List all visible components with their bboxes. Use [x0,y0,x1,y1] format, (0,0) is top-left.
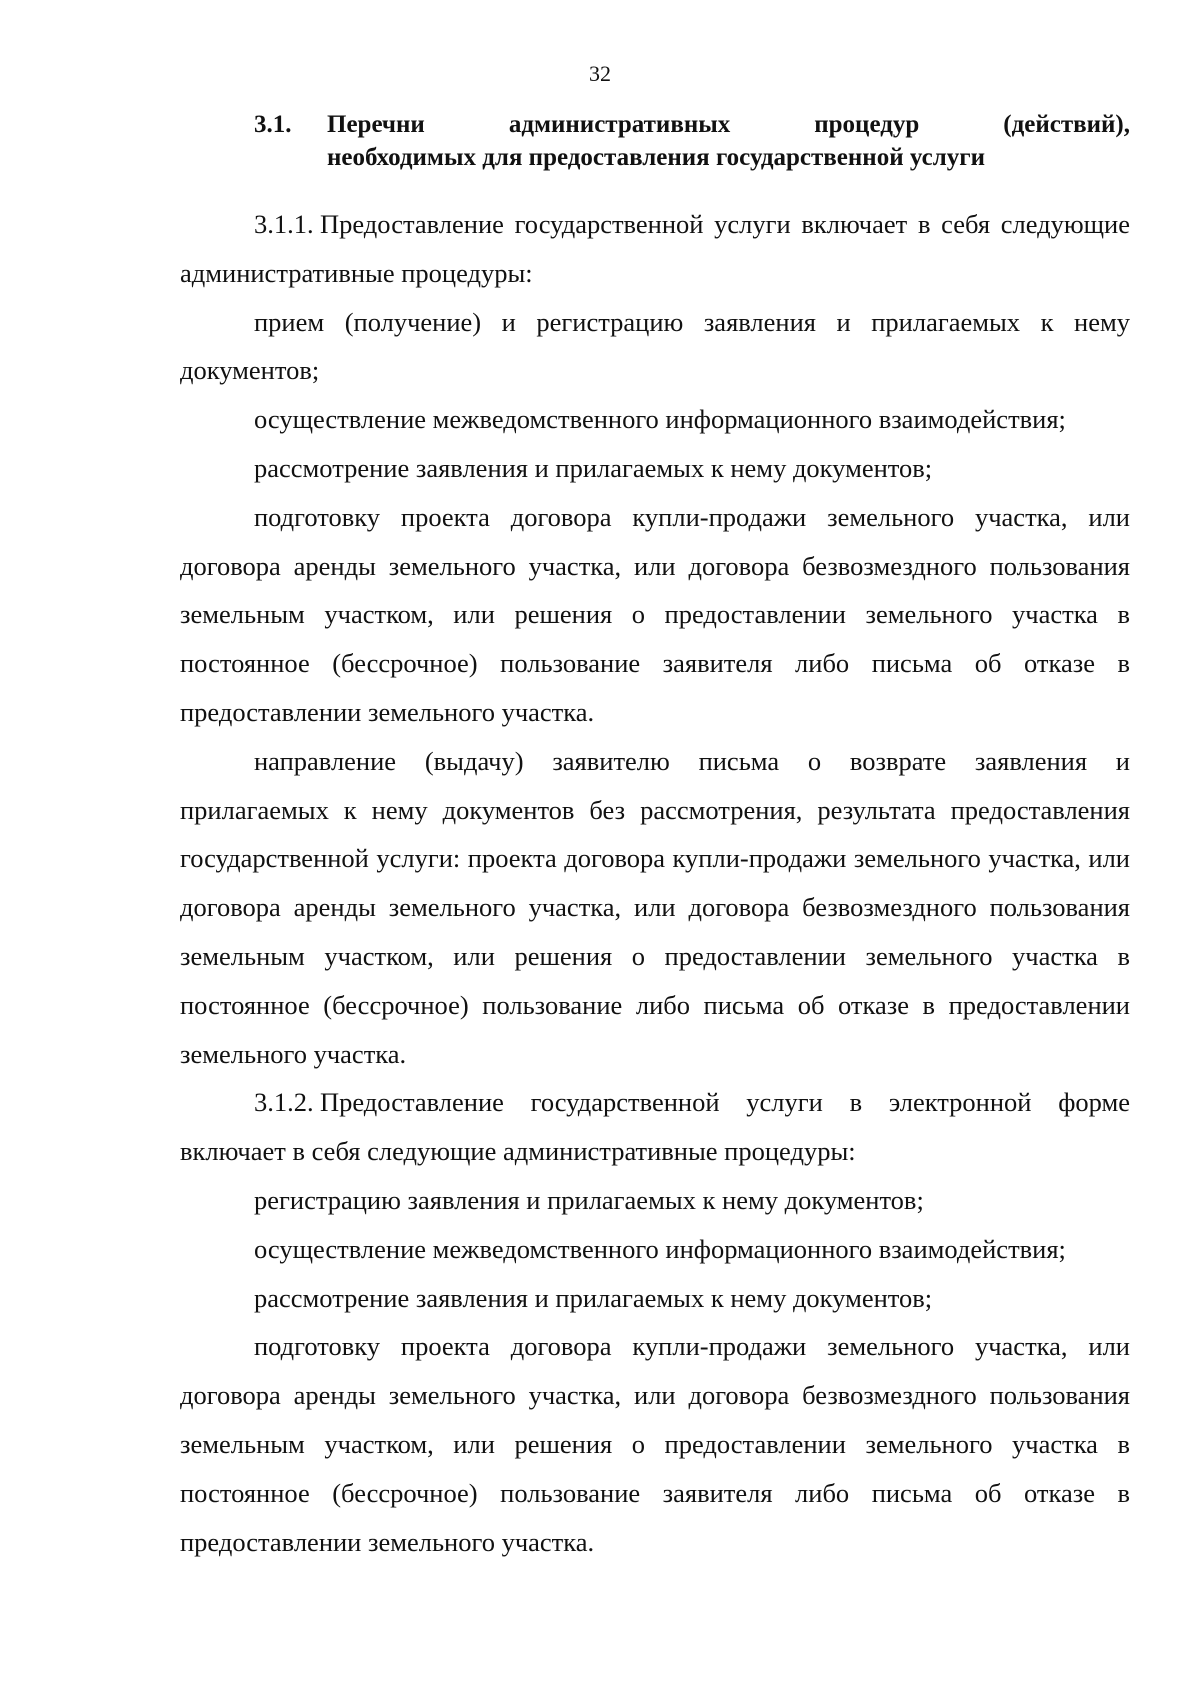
paragraph [180,493,1130,737]
paragraph [180,1225,1130,1274]
paragraph-text: рассмотрение заявления и прилагаемых к нему документов; [254,1282,933,1313]
body-text [180,200,1130,1566]
heading-word: процедур [814,111,920,138]
page-number: 32 [589,61,611,86]
paragraph-text: прием (получение) и регистрацию заявления и прилагаемых к нему документов; [180,306,1130,386]
paragraph-text: Предоставление государственной услуги в электронной форме включает в себя следующие административные процедуры: [180,1087,1130,1167]
paragraph-text: направление (выдачу) заявителю письма о возврате заявления и прилагаемых к нему документов без рассмотрения, результата предоставления государственной услуги: проекта договора купли-продажи земельного участка, или договора аренды земельного участка, или договора безвозмездного пользования земельным участком, или решения о предоставлении земельного участка в постоянное (бессрочное) пользование либо письма об отказе в предоставлении земельного участка. [180,745,1130,1069]
paragraph-text: подготовку проекта договора купли-продажи земельного участка, или договора аренды земельного участка, или договора безвозмездного пользования земельным участком, или решения о предоставлении земельного участка в постоянное (бессрочное) пользование заявителя либо письма об отказе в предоставлении земельного участка. [180,1331,1130,1557]
paragraph-text: подготовку проекта договора купли-продажи земельного участка, или договора аренды земельного участка, или договора безвозмездного пользования земельным участком, или решения о предоставлении земельного участка в постоянное (бессрочное) пользование заявителя либо письма об отказе в предоставлении земельного участка. [180,501,1130,727]
heading-line-2: необходимых для предоставления государственной услуги [327,144,985,171]
paragraph [180,395,1130,444]
clause-number: 3.1.1. [254,209,314,239]
paragraph-3-1-2 [180,1078,1130,1176]
paragraph-text: регистрацию заявления и прилагаемых к нему документов; [254,1184,924,1215]
paragraph-text: осуществление межведомственного информационного взаимодействия; [254,404,1066,435]
paragraph [180,737,1130,1079]
paragraph [180,1176,1130,1225]
paragraph [180,298,1130,396]
paragraph-text: осуществление межведомственного информационного взаимодействия; [254,1233,1066,1264]
heading-row [254,108,1130,174]
heading-number: 3.1. [254,111,292,138]
heading-word: (действий), [1003,111,1130,138]
paragraph-text: рассмотрение заявления и прилагаемых к нему документов; [254,452,933,483]
paragraph [180,1322,1130,1566]
paragraph-text: Предоставление государственной услуги включает в себя следующие административные процедуры: [180,209,1130,288]
heading-title [327,108,1130,174]
heading-line-1 [327,108,1130,141]
paragraph [180,1274,1130,1323]
section-heading [254,108,1130,174]
paragraph [180,444,1130,493]
clause-number: 3.1.2. [254,1087,314,1118]
heading-word: Перечни [327,111,425,138]
heading-word: административных [508,111,731,138]
paragraph-3-1-1 [180,200,1130,298]
